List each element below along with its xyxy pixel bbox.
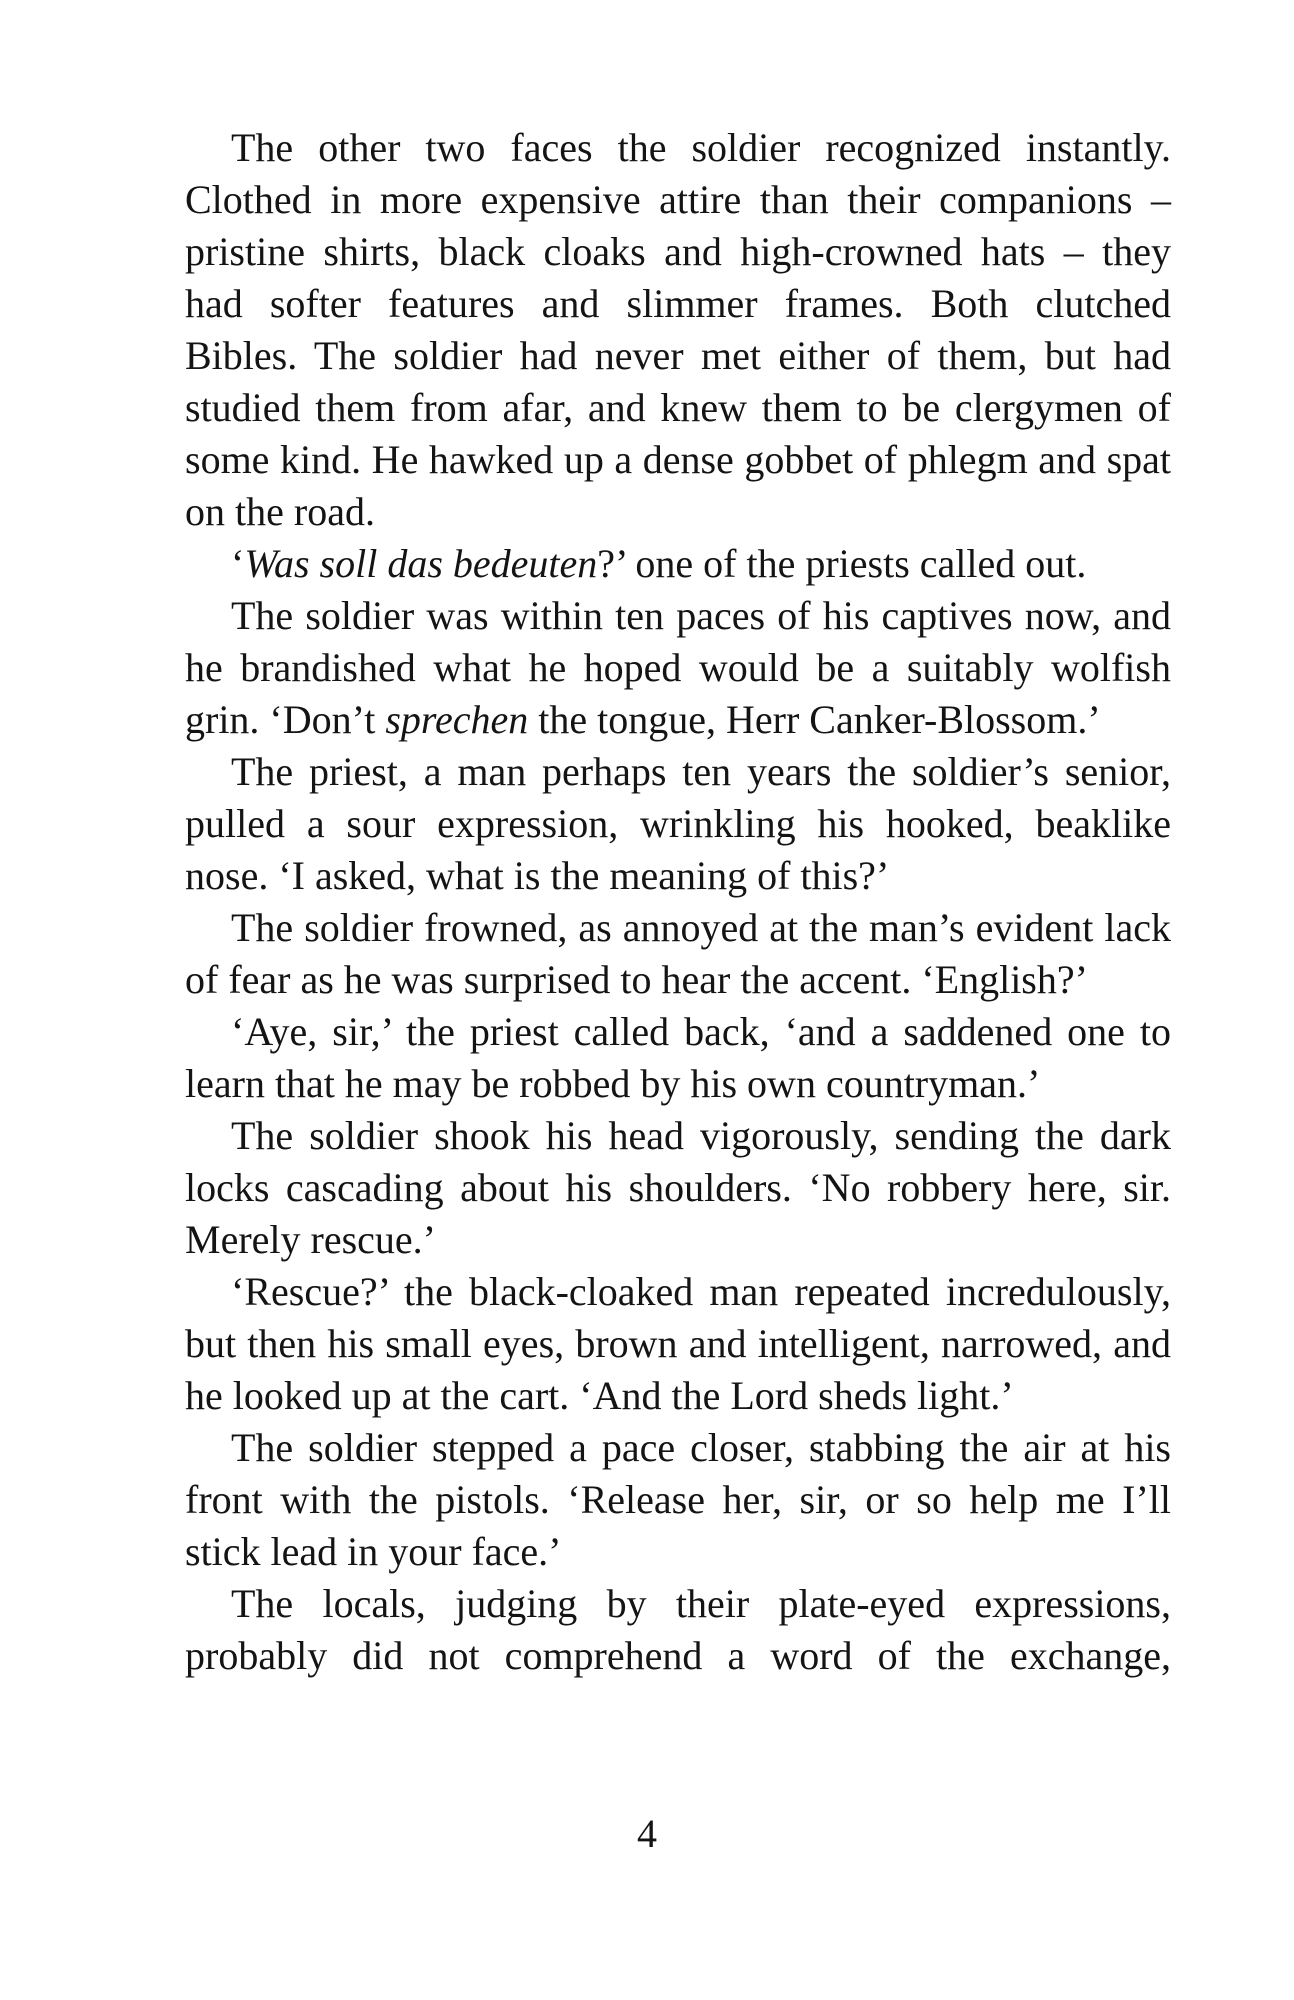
text-run: The soldier stepped a pace closer, stabbing the air at his front with the pistols. ‘Release her, sir, or so help me I’ll stick lead in your face.’ xyxy=(185,1425,1171,1574)
paragraph xyxy=(185,1006,1171,1110)
text-run: the tongue, Herr Canker-Blossom.’ xyxy=(528,697,1101,742)
italic-text-run: Was soll das bedeuten xyxy=(244,541,598,586)
text-run: ‘Rescue?’ the black-cloaked man repeated incredulously, but then his small eyes, brown and intelligent, narrowed, and he looked up at the cart. ‘And the Lord sheds light.’ xyxy=(185,1269,1171,1418)
text-run: ‘Aye, sir,’ the priest called back, ‘and a saddened one to learn that he may be robbed by his own countryman.’ xyxy=(185,1009,1171,1106)
page-number: 4 xyxy=(637,1811,657,1856)
text-run: The soldier was within ten paces of his captives now, and he brandished what he hoped would be a suitably wolfish grin. ‘Don’t xyxy=(185,593,1171,742)
paragraph xyxy=(185,590,1171,746)
text-run: ?’ one of the priests called out. xyxy=(597,541,1087,586)
paragraph xyxy=(185,902,1171,1006)
paragraph xyxy=(185,538,1171,590)
text-run: The soldier frowned, as annoyed at the man’s evident lack of fear as he was surprised to hear the accent. ‘English?’ xyxy=(185,905,1171,1002)
text-run: The priest, a man perhaps ten years the soldier’s senior, pulled a sour expression, wrinkling his hooked, beaklike nose. ‘I asked, what is the meaning of this?’ xyxy=(185,749,1171,898)
text-run: The soldier shook his head vigorously, sending the dark locks cascading about his shoulders. ‘No robbery here, sir. Merely rescue.’ xyxy=(185,1113,1171,1262)
paragraph xyxy=(185,1578,1171,1682)
text-run: The other two faces the soldier recognized instantly. Clothed in more expensive attire than their companions – pristine shirts, black cloaks and high-crowned hats – they had softer features and slimmer frames. Both clutched Bibles. The soldier had never met either of them, but had studied them from afar, and knew them to be clergymen of some kind. He hawked up a dense gobbet of phlegm and spat on the road. xyxy=(185,125,1171,534)
text-run: The locals, judging by their plate-eyed expressions, probably did not comprehend a word of the exchange, xyxy=(185,1581,1171,1678)
paragraph xyxy=(185,1266,1171,1422)
paragraph xyxy=(185,1422,1171,1578)
paragraph xyxy=(185,746,1171,902)
paragraph xyxy=(185,122,1171,538)
italic-text-run: sprechen xyxy=(385,697,529,742)
text-run: ‘ xyxy=(231,541,245,586)
body-text xyxy=(185,122,1171,1682)
paragraph xyxy=(185,1110,1171,1266)
